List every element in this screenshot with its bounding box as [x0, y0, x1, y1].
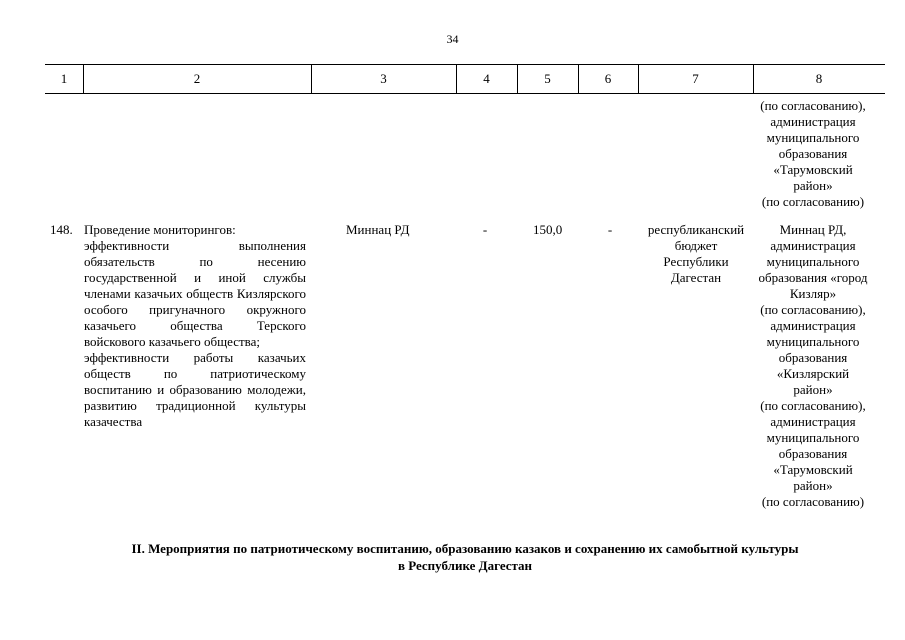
cell-line: район»: [793, 382, 833, 397]
row-description: [84, 222, 306, 430]
cell-line: (по согласованию): [761, 494, 865, 509]
cell-line: администрация: [770, 238, 856, 253]
cell-line: республиканский: [647, 222, 745, 237]
cell-line: муниципального: [766, 254, 860, 269]
cell-line: «Тарумовский: [773, 462, 853, 477]
cell-line: район»: [793, 478, 833, 493]
description-heading: Проведение мониторингов:: [84, 222, 236, 237]
table-header-row: [45, 64, 885, 94]
header-col-7: 7: [692, 71, 699, 86]
row-executor: Миннац РД: [346, 222, 410, 237]
cell-line: Республики: [663, 254, 729, 269]
section-title-line-1: II. Мероприятия по патриотическому воспитанию, образованию казаков и сохранению их самобытной культуры: [131, 541, 799, 556]
section-title: [45, 540, 885, 574]
row-responsible: [738, 222, 888, 510]
cell-line: муниципального: [766, 334, 860, 349]
description-item-2: эффективности работы казачьих обществ по патриотическому воспитанию и образованию молодежи, развитию традиционной культуры казачества: [84, 350, 306, 429]
row-col4: -: [482, 222, 488, 237]
row-col6: -: [607, 222, 613, 237]
cell-line: образования: [778, 350, 848, 365]
page-number: 34: [446, 32, 459, 46]
cell-line: «Тарумовский: [773, 162, 853, 177]
cell-line: (по согласованию),: [760, 398, 866, 413]
cell-line: (по согласованию),: [760, 302, 866, 317]
cell-line: муниципального: [766, 430, 860, 445]
cell-line: администрация: [770, 414, 856, 429]
cell-line: Миннац РД,: [779, 222, 847, 237]
section-title-line-2: в Республике Дагестан: [397, 558, 533, 573]
cell-line: администрация: [770, 318, 856, 333]
header-col-3: 3: [380, 71, 387, 86]
continuation-cell-col8: [738, 98, 888, 210]
header-col-1: 1: [60, 71, 68, 86]
description-item-1: эффективности выполнения обязательств по несению государственной и иной службы членами казачьих обществ Кизлярского особого пригуначного окружного казачьего общества Терского войскового казачьего общества;: [84, 238, 306, 349]
cell-line: образования: [778, 146, 848, 161]
header-col-6: 6: [604, 71, 612, 86]
cell-line: образования «город: [758, 270, 868, 285]
cell-line: (по согласованию): [761, 194, 865, 209]
cell-line: образования: [778, 446, 848, 461]
header-col-5: 5: [544, 71, 551, 86]
header-col-8: 8: [815, 71, 823, 86]
cell-line: «Кизлярский: [776, 366, 850, 381]
cell-line: Дагестан: [670, 270, 722, 285]
header-col-2: 2: [193, 71, 201, 86]
cell-line: (по согласованию),: [760, 98, 866, 113]
header-col-4: 4: [483, 71, 490, 86]
cell-line: Кизляр»: [789, 286, 837, 301]
row-amount: 150,0: [533, 222, 563, 237]
cell-line: бюджет: [674, 238, 718, 253]
row-funding-source: [640, 222, 752, 286]
cell-line: район»: [793, 178, 833, 193]
row-number: 148.: [50, 222, 73, 237]
cell-line: администрация: [770, 114, 856, 129]
cell-line: муниципального: [766, 130, 860, 145]
